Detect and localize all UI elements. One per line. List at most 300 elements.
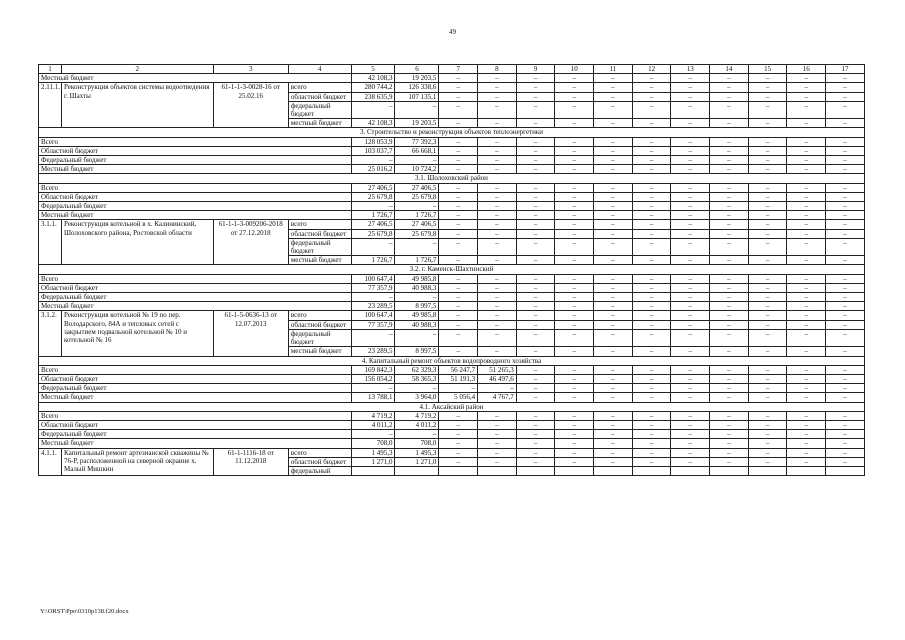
value-cell: – bbox=[632, 220, 671, 229]
value-cell: – bbox=[826, 311, 865, 320]
value-cell: – bbox=[632, 393, 671, 402]
value-cell: – bbox=[671, 347, 710, 356]
value-cell: – bbox=[671, 283, 710, 292]
value-cell-col6: – bbox=[395, 329, 439, 346]
value-cell: – bbox=[826, 229, 865, 238]
value-cell: – bbox=[826, 211, 865, 220]
value-cell: – bbox=[555, 74, 594, 83]
value-cell-col5: 100 647,4 bbox=[351, 311, 395, 320]
value-cell-col7: 51 191,3 bbox=[439, 374, 478, 383]
value-cell: – bbox=[787, 393, 826, 402]
value-cell: – bbox=[555, 146, 594, 155]
summary-row bbox=[39, 183, 865, 192]
value-cell: – bbox=[787, 311, 826, 320]
value-cell: – bbox=[710, 192, 749, 201]
value-cell: – bbox=[516, 439, 555, 448]
value-cell: – bbox=[710, 430, 749, 439]
value-cell: – bbox=[478, 283, 517, 292]
summary-row bbox=[39, 365, 865, 374]
value-cell: – bbox=[555, 393, 594, 402]
value-cell: – bbox=[671, 439, 710, 448]
section-title-row bbox=[39, 128, 865, 137]
value-cell: – bbox=[787, 283, 826, 292]
column-header: 8 bbox=[478, 65, 517, 74]
value-cell: – bbox=[710, 211, 749, 220]
value-cell: – bbox=[594, 302, 633, 311]
summary-row bbox=[39, 74, 865, 83]
value-cell: – bbox=[787, 365, 826, 374]
value-cell: – bbox=[748, 448, 787, 457]
value-cell-col5: 25 679,8 bbox=[351, 229, 395, 238]
summary-label: Областной бюджет bbox=[39, 146, 352, 155]
value-cell: – bbox=[826, 92, 865, 101]
value-cell: – bbox=[478, 165, 517, 174]
value-cell: – bbox=[671, 83, 710, 92]
summary-row bbox=[39, 192, 865, 201]
value-cell-col5: 156 054,2 bbox=[351, 374, 395, 383]
value-cell: – bbox=[439, 274, 478, 283]
value-cell-col5: 103 037,7 bbox=[351, 146, 395, 155]
value-cell bbox=[351, 466, 395, 475]
value-cell-col8: – bbox=[478, 384, 517, 393]
value-cell bbox=[787, 466, 826, 475]
value-cell: – bbox=[826, 430, 865, 439]
value-cell: – bbox=[632, 283, 671, 292]
value-cell: – bbox=[516, 183, 555, 192]
summary-row bbox=[39, 274, 865, 283]
value-cell: – bbox=[516, 192, 555, 201]
value-cell: – bbox=[555, 430, 594, 439]
value-cell: – bbox=[787, 83, 826, 92]
column-header: 6 bbox=[395, 65, 439, 74]
value-cell: – bbox=[594, 101, 633, 118]
column-header: 13 bbox=[671, 65, 710, 74]
value-cell: – bbox=[594, 347, 633, 356]
value-cell: – bbox=[787, 165, 826, 174]
value-cell: – bbox=[826, 101, 865, 118]
value-cell: – bbox=[826, 347, 865, 356]
column-header: 5 bbox=[351, 65, 395, 74]
value-cell: – bbox=[671, 365, 710, 374]
value-cell: – bbox=[516, 283, 555, 292]
value-cell: – bbox=[671, 311, 710, 320]
value-cell: – bbox=[748, 347, 787, 356]
value-cell: – bbox=[787, 183, 826, 192]
value-cell: – bbox=[671, 411, 710, 420]
value-cell: – bbox=[555, 256, 594, 265]
summary-label: Федеральный бюджет bbox=[39, 384, 352, 393]
value-cell: – bbox=[710, 165, 749, 174]
value-cell: – bbox=[516, 430, 555, 439]
summary-label: Местный бюджет bbox=[39, 302, 352, 311]
value-cell: – bbox=[632, 329, 671, 346]
value-cell-col5: – bbox=[351, 202, 395, 211]
value-cell-col5: 1 271,0 bbox=[351, 457, 395, 466]
funding-source: федеральный бюджет bbox=[288, 329, 351, 346]
summary-label: Областной бюджет bbox=[39, 283, 352, 292]
value-cell-col5: 77 357,9 bbox=[351, 320, 395, 329]
value-cell: – bbox=[632, 74, 671, 83]
value-cell: – bbox=[710, 74, 749, 83]
value-cell: – bbox=[787, 302, 826, 311]
value-cell-col5: 42 108,3 bbox=[351, 119, 395, 128]
header-row bbox=[39, 65, 865, 74]
value-cell: – bbox=[787, 347, 826, 356]
value-cell: – bbox=[748, 411, 787, 420]
value-cell: – bbox=[594, 238, 633, 255]
value-cell: – bbox=[516, 83, 555, 92]
value-cell: – bbox=[555, 283, 594, 292]
value-cell: – bbox=[594, 374, 633, 383]
value-cell: – bbox=[710, 448, 749, 457]
value-cell: – bbox=[594, 283, 633, 292]
value-cell: – bbox=[555, 320, 594, 329]
summary-row bbox=[39, 293, 865, 302]
value-cell: – bbox=[826, 274, 865, 283]
value-cell: – bbox=[710, 274, 749, 283]
value-cell: – bbox=[594, 156, 633, 165]
value-cell: – bbox=[826, 146, 865, 155]
value-cell-col6: 77 392,3 bbox=[395, 137, 439, 146]
value-cell: – bbox=[516, 146, 555, 155]
value-cell: – bbox=[671, 393, 710, 402]
value-cell: – bbox=[710, 374, 749, 383]
project-document: 61-1-1116-18 от 11.12.2018 bbox=[213, 448, 288, 476]
value-cell: – bbox=[594, 439, 633, 448]
value-cell: – bbox=[632, 165, 671, 174]
value-cell: – bbox=[439, 430, 478, 439]
value-cell: – bbox=[516, 165, 555, 174]
value-cell: – bbox=[710, 384, 749, 393]
value-cell: – bbox=[632, 156, 671, 165]
value-cell-col5: 27 406,5 bbox=[351, 220, 395, 229]
value-cell: – bbox=[478, 411, 517, 420]
value-cell: – bbox=[671, 101, 710, 118]
value-cell: – bbox=[671, 137, 710, 146]
column-header: 10 bbox=[555, 65, 594, 74]
value-cell: – bbox=[826, 439, 865, 448]
value-cell: – bbox=[516, 420, 555, 429]
value-cell-col6: – bbox=[395, 202, 439, 211]
value-cell: – bbox=[555, 439, 594, 448]
summary-label: Местный бюджет bbox=[39, 74, 352, 83]
value-cell-col5: 27 406,5 bbox=[351, 183, 395, 192]
value-cell-col5: 42 108,3 bbox=[351, 74, 395, 83]
value-cell: – bbox=[478, 439, 517, 448]
value-cell: – bbox=[439, 283, 478, 292]
summary-label: Областной бюджет bbox=[39, 420, 352, 429]
value-cell: – bbox=[826, 192, 865, 201]
value-cell: – bbox=[632, 274, 671, 283]
value-cell: – bbox=[748, 165, 787, 174]
value-cell: – bbox=[632, 229, 671, 238]
value-cell: – bbox=[748, 256, 787, 265]
value-cell-col6: 40 988,3 bbox=[395, 283, 439, 292]
value-cell: – bbox=[555, 183, 594, 192]
value-cell: – bbox=[787, 119, 826, 128]
value-cell-col6: 8 997,5 bbox=[395, 347, 439, 356]
value-cell: – bbox=[787, 202, 826, 211]
value-cell-col6: 1 495,3 bbox=[395, 448, 439, 457]
value-cell: – bbox=[826, 256, 865, 265]
value-cell-col6: 66 668,1 bbox=[395, 146, 439, 155]
value-cell: – bbox=[439, 211, 478, 220]
value-cell: – bbox=[787, 457, 826, 466]
value-cell: – bbox=[787, 156, 826, 165]
value-cell: – bbox=[439, 137, 478, 146]
value-cell: – bbox=[478, 320, 517, 329]
summary-row bbox=[39, 137, 865, 146]
value-cell: – bbox=[478, 137, 517, 146]
value-cell: – bbox=[632, 192, 671, 201]
value-cell: – bbox=[594, 384, 633, 393]
value-cell-col7: 56 247,7 bbox=[439, 365, 478, 374]
value-cell-col5: – bbox=[351, 384, 395, 393]
value-cell: – bbox=[478, 347, 517, 356]
value-cell: – bbox=[516, 229, 555, 238]
value-cell: – bbox=[478, 256, 517, 265]
value-cell: – bbox=[748, 238, 787, 255]
value-cell-col5: 1 495,3 bbox=[351, 448, 395, 457]
value-cell: – bbox=[516, 202, 555, 211]
value-cell: – bbox=[748, 439, 787, 448]
value-cell-col6: – bbox=[395, 156, 439, 165]
value-cell: – bbox=[826, 365, 865, 374]
value-cell: – bbox=[632, 439, 671, 448]
value-cell: – bbox=[594, 83, 633, 92]
value-cell: – bbox=[671, 457, 710, 466]
value-cell: – bbox=[439, 183, 478, 192]
value-cell: – bbox=[710, 439, 749, 448]
value-cell: – bbox=[748, 430, 787, 439]
value-cell: – bbox=[710, 183, 749, 192]
value-cell bbox=[710, 466, 749, 475]
funding-source: областной бюджет bbox=[288, 229, 351, 238]
value-cell: – bbox=[439, 220, 478, 229]
value-cell: – bbox=[710, 302, 749, 311]
project-name: Реконструкция объектов системы водоотведения г. Шахты bbox=[62, 83, 214, 128]
value-cell: – bbox=[671, 220, 710, 229]
section-title: 4. Капитальный ремонт объектов водопроводного хозяйства bbox=[39, 356, 865, 365]
value-cell: – bbox=[516, 411, 555, 420]
value-cell: – bbox=[632, 293, 671, 302]
value-cell: – bbox=[478, 220, 517, 229]
value-cell: – bbox=[787, 411, 826, 420]
summary-row bbox=[39, 420, 865, 429]
project-row bbox=[39, 448, 865, 457]
value-cell: – bbox=[748, 420, 787, 429]
value-cell: – bbox=[594, 329, 633, 346]
value-cell: – bbox=[748, 202, 787, 211]
value-cell: – bbox=[478, 74, 517, 83]
value-cell-col6: 49 985,8 bbox=[395, 311, 439, 320]
value-cell: – bbox=[439, 229, 478, 238]
value-cell: – bbox=[516, 92, 555, 101]
value-cell: – bbox=[632, 420, 671, 429]
value-cell: – bbox=[748, 101, 787, 118]
value-cell: – bbox=[594, 74, 633, 83]
value-cell: – bbox=[671, 156, 710, 165]
value-cell: – bbox=[710, 393, 749, 402]
value-cell-col5: 4 719,2 bbox=[351, 411, 395, 420]
value-cell: – bbox=[787, 448, 826, 457]
value-cell: – bbox=[826, 320, 865, 329]
summary-row bbox=[39, 439, 865, 448]
value-cell: – bbox=[710, 411, 749, 420]
value-cell: – bbox=[671, 146, 710, 155]
value-cell: – bbox=[787, 92, 826, 101]
section-title-row bbox=[39, 265, 865, 274]
value-cell: – bbox=[632, 365, 671, 374]
value-cell: – bbox=[594, 220, 633, 229]
value-cell-col6: 4 011,2 bbox=[395, 420, 439, 429]
value-cell-col6: 25 679,8 bbox=[395, 229, 439, 238]
value-cell: – bbox=[787, 256, 826, 265]
value-cell: – bbox=[787, 74, 826, 83]
value-cell: – bbox=[826, 220, 865, 229]
value-cell-col6: – bbox=[395, 293, 439, 302]
summary-label: Всего bbox=[39, 137, 352, 146]
funding-source: федеральный bbox=[288, 466, 351, 475]
section-title: 4.1. Аксайский район bbox=[39, 402, 865, 411]
value-cell: – bbox=[632, 137, 671, 146]
value-cell: – bbox=[555, 457, 594, 466]
value-cell: – bbox=[439, 146, 478, 155]
value-cell: – bbox=[516, 137, 555, 146]
project-number: 2.11.1. bbox=[39, 83, 62, 128]
summary-row bbox=[39, 165, 865, 174]
value-cell bbox=[632, 466, 671, 475]
value-cell: – bbox=[555, 229, 594, 238]
summary-label: Федеральный бюджет bbox=[39, 293, 352, 302]
value-cell: – bbox=[748, 211, 787, 220]
value-cell: – bbox=[671, 302, 710, 311]
value-cell-col6: 708,0 bbox=[395, 439, 439, 448]
funding-source: областной бюджет bbox=[288, 92, 351, 101]
summary-row bbox=[39, 156, 865, 165]
value-cell: – bbox=[632, 146, 671, 155]
value-cell: – bbox=[478, 302, 517, 311]
value-cell: – bbox=[632, 457, 671, 466]
value-cell: – bbox=[555, 202, 594, 211]
value-cell-col6: 1 271,0 bbox=[395, 457, 439, 466]
value-cell: – bbox=[787, 274, 826, 283]
project-document: 61-1-5-0636-13 от 12.07.2013 bbox=[213, 311, 288, 356]
value-cell bbox=[395, 466, 439, 475]
value-cell: – bbox=[478, 92, 517, 101]
funding-source: всего bbox=[288, 448, 351, 457]
value-cell: – bbox=[710, 156, 749, 165]
value-cell: – bbox=[787, 329, 826, 346]
value-cell: – bbox=[516, 101, 555, 118]
value-cell-col6: 10 724,2 bbox=[395, 165, 439, 174]
value-cell: – bbox=[594, 320, 633, 329]
value-cell: – bbox=[516, 211, 555, 220]
value-cell: – bbox=[516, 74, 555, 83]
value-cell: – bbox=[748, 92, 787, 101]
value-cell: – bbox=[826, 411, 865, 420]
value-cell-col5: 100 647,4 bbox=[351, 274, 395, 283]
value-cell-col5: 238 635,9 bbox=[351, 92, 395, 101]
value-cell: – bbox=[748, 192, 787, 201]
value-cell: – bbox=[594, 192, 633, 201]
value-cell: – bbox=[439, 439, 478, 448]
value-cell: – bbox=[632, 430, 671, 439]
value-cell: – bbox=[710, 457, 749, 466]
value-cell bbox=[594, 466, 633, 475]
summary-row bbox=[39, 430, 865, 439]
value-cell: – bbox=[632, 202, 671, 211]
value-cell-col5: 25 016,2 bbox=[351, 165, 395, 174]
column-header: 15 bbox=[748, 65, 787, 74]
value-cell-col5: – bbox=[351, 101, 395, 118]
value-cell: – bbox=[594, 457, 633, 466]
value-cell: – bbox=[594, 183, 633, 192]
value-cell: – bbox=[594, 393, 633, 402]
value-cell: – bbox=[787, 146, 826, 155]
value-cell: – bbox=[478, 183, 517, 192]
value-cell: – bbox=[632, 183, 671, 192]
value-cell: – bbox=[478, 274, 517, 283]
value-cell-col6: – bbox=[395, 101, 439, 118]
value-cell: – bbox=[826, 457, 865, 466]
value-cell: – bbox=[748, 365, 787, 374]
project-row bbox=[39, 83, 865, 92]
value-cell: – bbox=[478, 430, 517, 439]
value-cell: – bbox=[826, 448, 865, 457]
value-cell: – bbox=[439, 74, 478, 83]
value-cell: – bbox=[671, 256, 710, 265]
summary-label: Всего bbox=[39, 365, 352, 374]
project-document: 61-1-1-3-0028-16 от 25.02.16 bbox=[213, 83, 288, 128]
value-cell: – bbox=[632, 83, 671, 92]
value-cell: – bbox=[826, 329, 865, 346]
value-cell: – bbox=[439, 320, 478, 329]
project-number: 4.1.1. bbox=[39, 448, 62, 476]
value-cell-col5: 25 679,8 bbox=[351, 192, 395, 201]
value-cell: – bbox=[710, 283, 749, 292]
value-cell: – bbox=[748, 220, 787, 229]
value-cell-col7: 5 056,4 bbox=[439, 393, 478, 402]
value-cell: – bbox=[671, 165, 710, 174]
value-cell: – bbox=[439, 101, 478, 118]
summary-label: Федеральный бюджет bbox=[39, 430, 352, 439]
value-cell: – bbox=[594, 448, 633, 457]
value-cell: – bbox=[710, 420, 749, 429]
value-cell-col6: 25 679,8 bbox=[395, 192, 439, 201]
value-cell: – bbox=[555, 365, 594, 374]
value-cell bbox=[439, 466, 478, 475]
value-cell: – bbox=[632, 311, 671, 320]
value-cell: – bbox=[632, 238, 671, 255]
value-cell: – bbox=[671, 448, 710, 457]
value-cell: – bbox=[671, 430, 710, 439]
value-cell: – bbox=[439, 238, 478, 255]
project-row bbox=[39, 311, 865, 320]
value-cell: – bbox=[826, 293, 865, 302]
value-cell: – bbox=[516, 119, 555, 128]
funding-source: всего bbox=[288, 311, 351, 320]
value-cell: – bbox=[826, 137, 865, 146]
column-header: 3 bbox=[213, 65, 288, 74]
value-cell: – bbox=[478, 420, 517, 429]
value-cell-col5: 128 053,9 bbox=[351, 137, 395, 146]
value-cell bbox=[748, 466, 787, 475]
summary-row bbox=[39, 393, 865, 402]
column-header: 7 bbox=[439, 65, 478, 74]
value-cell: – bbox=[787, 320, 826, 329]
value-cell: – bbox=[555, 411, 594, 420]
